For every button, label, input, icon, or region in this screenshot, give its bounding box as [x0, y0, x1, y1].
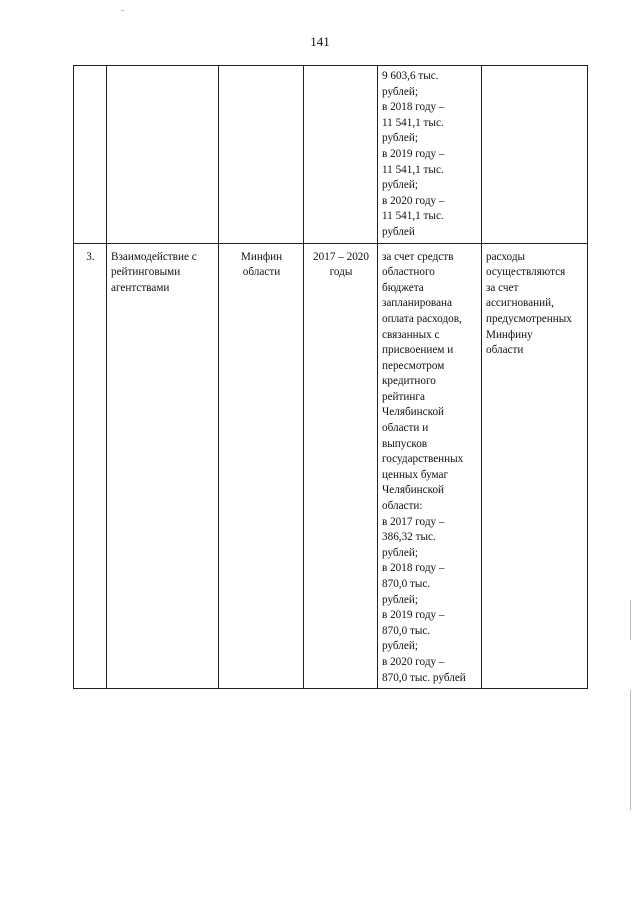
program-measures-table [73, 65, 588, 689]
funding-line: 11 541,1 тыс. [382, 116, 444, 129]
scan-artifact [630, 600, 631, 640]
funding-line: 11 541,1 тыс. [382, 210, 444, 223]
funding-line: области: [382, 500, 423, 513]
funding-line: присвоением и [382, 344, 454, 357]
cell-note [482, 66, 588, 244]
cell-measure [107, 66, 219, 244]
cell-funding [378, 66, 482, 244]
funding-line: бюджета [382, 281, 424, 294]
note-line: области [486, 344, 524, 357]
period-line: годы [329, 266, 353, 279]
funding-line: рублей; [382, 546, 418, 559]
note-line: предусмотренных [486, 312, 572, 325]
cell-period [304, 66, 378, 244]
funding-line: 870,0 тыс. [382, 624, 431, 637]
funding-line: рейтинга [382, 390, 425, 403]
funding-line: рублей; [382, 85, 418, 98]
executor-line: Минфин [240, 250, 283, 263]
cell-measure [107, 243, 219, 689]
measure-line: Взаимодействие с [111, 250, 197, 263]
scan-artifact [630, 690, 631, 810]
funding-line: рублей; [382, 179, 418, 192]
funding-line: 386,32 тыс. [382, 531, 436, 544]
cell-number [74, 66, 107, 244]
note-line: Минфину [486, 328, 533, 341]
period-line: 2017 – 2020 [313, 250, 369, 263]
funding-line: государственных [382, 453, 464, 466]
funding-line: в 2020 году – [382, 655, 445, 668]
funding-line: в 2019 году – [382, 609, 445, 622]
funding-line: 11 541,1 тыс. [382, 163, 444, 176]
funding-line: пересмотром [382, 359, 445, 372]
funding-line: ценных бумаг [382, 468, 449, 481]
measure-line: агентствами [111, 281, 170, 294]
funding-line: рублей; [382, 640, 418, 653]
note-line: расходы [486, 250, 526, 263]
funding-line: запланирована [382, 297, 452, 310]
funding-line: в 2018 году – [382, 101, 445, 114]
funding-line: 870,0 тыс. рублей [382, 671, 466, 684]
funding-line: областного [382, 266, 435, 279]
funding-line: Челябинской [382, 484, 445, 497]
scan-artifact [121, 10, 124, 11]
funding-line: кредитного [382, 375, 436, 388]
measure-line: рейтинговыми [111, 266, 181, 279]
funding-line: в 2020 году – [382, 194, 445, 207]
page-number: 141 [310, 34, 330, 49]
funding-line: Челябинской [382, 406, 445, 419]
funding-line: в 2017 году – [382, 515, 445, 528]
funding-line: рублей; [382, 132, 418, 145]
funding-line: оплата расходов, [382, 312, 462, 325]
cell-note [482, 243, 588, 689]
funding-line: в 2018 году – [382, 562, 445, 575]
cell-executor [219, 243, 304, 689]
funding-line: связанных с [382, 328, 440, 341]
funding-line: 870,0 тыс. [382, 578, 431, 590]
table-row [74, 66, 588, 244]
cell-executor [219, 66, 304, 244]
funding-line: 9 603,6 тыс. [382, 70, 439, 82]
note-line: осуществляются [486, 266, 566, 279]
cell-number: 3. [74, 243, 107, 689]
table-row [74, 243, 588, 689]
executor-line: области [242, 266, 281, 279]
cell-period [304, 243, 378, 689]
note-line: ассигнований, [486, 297, 554, 310]
funding-line: области и [382, 422, 429, 435]
funding-line: выпусков [382, 437, 428, 450]
note-line: за счет [486, 281, 519, 294]
funding-line: за счет средств [382, 250, 454, 263]
funding-line: в 2019 году – [382, 147, 445, 160]
cell-funding [378, 243, 482, 689]
funding-line: рублей [382, 225, 415, 238]
funding-line: рублей; [382, 593, 418, 606]
